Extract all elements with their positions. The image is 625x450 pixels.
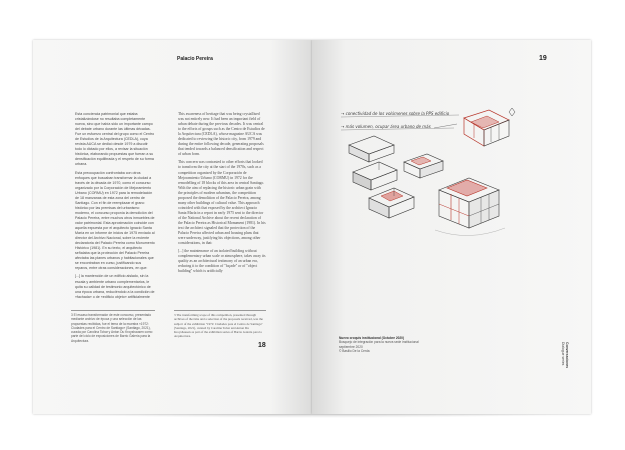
running-head: Palacio Pereira xyxy=(177,56,213,62)
page-number: 18 xyxy=(258,342,266,349)
footnote-rule xyxy=(174,310,266,311)
figure-caption xyxy=(339,336,449,354)
english-column xyxy=(174,112,266,277)
sketch-blocks-lower xyxy=(369,188,414,218)
caption-title: Nuevo croquis institucional (Octubre 2020) xyxy=(339,336,405,340)
footnote-spanish: 3 El escaso transformador de este concurso, presentado mediante archivo de época y una selección de las propuestas recibidas, fue el tema de la muestra «1972: Ciudades para el Centro de Santiago» (Santiago, 2021), curada por Carolina Tobar y Anton Du Kroyshausen como parte del ciclo de exposiciones de Barrio Galería para la Arquitectura. xyxy=(71,313,153,343)
side-label-line: Conversaciones xyxy=(565,342,569,369)
sketch-blocks-middle xyxy=(404,154,443,178)
caption-line: © Basilio De la Cerda xyxy=(339,349,370,354)
paragraph: This concern was contrasted to other efforts that looked to transform the city at the start of the 1970s, such as a competition organised by the Corporación de Mejoramiento Urbano (CORMU) in 1972 for the remodelling of 18 blocks of this area in central Santiago. With the aim of replacing the historic urban grain with the principles of modern urbanism, the competition proposed the demolition of the Palacio Pereira, among many other buildings of cultural value. This approach coincided with that exposed by the architect Ignacio Santa María in a report in early 1975 sent to the director of the National Archive about the recent declaration of the Palacio Pereira as Historical Monument (1981). In his text the architect signaled that the protection of the Palacio Pereira affected urban and housing plans that were underway, justifying his objections, among other considerations, in that: xyxy=(178,160,266,246)
side-label-line: Dialogue series xyxy=(561,342,565,366)
page-number: 19 xyxy=(539,55,547,62)
architectural-sketch xyxy=(339,100,517,250)
caption-line: septiembre 2020 xyxy=(339,344,363,349)
sketch-note: → más volumen, ocupar área urbano de más xyxy=(341,124,431,129)
paragraph: Esta conciencia patrimonial que estaba cristalizándose no resultaba completamente nueva, sino que había sido un importante campo del debate urbano durante las últimas décadas. Fue un esfuerzo central del grupo como el Centro de Estudios de la Arquitectura (CEDLA), cuya revista AUCA se dedicó desde 1979 a discutir todo lo dictado por ellos, a revisar la situación histórica, elaborando propuestas que fueran a su densificación equilibrada y el respeto de su forma urbana. xyxy=(75,112,155,167)
right-page xyxy=(312,40,591,414)
quote-paragraph: [...] the maintenance of an isolated building without complementary urban scale or atmosphere, takes away its quality as an architectural testimony of an urban era, reducing it to the condition of "façade" or of "object building" which is artificially xyxy=(178,249,266,274)
sketch-blocks-left xyxy=(349,136,397,190)
spanish-column xyxy=(71,112,155,303)
footnote-rule xyxy=(71,310,155,311)
quote-paragraph: [...] la mantención de un edificio aislado, sin la escala y ambiente urbano complementarios, le quita su calidad de testimonio arquitectónico de una época urbana, reduciéndolo a la condición de «fachada» o de «edificio objeto» artificialmente xyxy=(75,274,155,299)
sketch-note: → conectividad de los volúmenes sobre la PPS edificio xyxy=(341,111,450,116)
caption-line: Bosquejo de integración para la nueva sede institucional xyxy=(339,340,419,345)
sketch-perspective-red xyxy=(435,178,505,236)
footnote-english: 3 The transforming scope of this competition, presented through archives of the time and a selection of the proposals received, was the subject of the exhibition "1972: Ciudades para el Centro de Santiago" (Santiago, 2021), curated by Carolina Tobar and Anton Du Kroyshausen as part of the exhibition series of Barrio Galería para la Arquitectura. xyxy=(174,313,263,339)
paragraph: Esta preocupación confrontaba con otros enfoques que buscaban transformar la ciudad a través de la década de 1970, como el concurso organizado por la Corporación de Mejoramiento Urbano (CORMU) en 1972 para la remodelación de 18 manzanas de esta zona del centro de Santiago. Con el fin de reemplazar el grano histórico por las premisas del urbanismo moderno, el concurso proponía la demolición del Palacio Pereira, entre muchos otros inmuebles de valor patrimonial. Esta aproximación coincide con aquella expuesta por el arquitecto Ignacio Santa María en un informe de inicios de 1975 enviado al director del Archivo Nacional, sobre la reciente declaratoria del Palacio Pereira como Monumento Histórico (1981). En su texto, el arquitecto señalaba que la protección del Palacio Pereira afectaba las planes urbanos y habitacionales que se encontraban en curso, justificando sus reparos, entre otras consideraciones, en que: xyxy=(75,170,155,271)
left-page xyxy=(33,40,312,414)
open-book xyxy=(33,40,591,414)
sketch-axonometric-red xyxy=(464,108,515,146)
side-label xyxy=(561,342,569,368)
paragraph: This awareness of heritage that was being crystallised was not entirely new. It had been an important field of urban debate during the previous decades. It was central to the efforts of groups such as the Centro de Estudios de la Arquitectura (CEDLA), whose magazine AUCA was dedicated to reviewing the historic city, from 1979 and during the entire following decade, generating proposals that tended towards a balanced densification and respect of urban form. xyxy=(178,112,265,157)
